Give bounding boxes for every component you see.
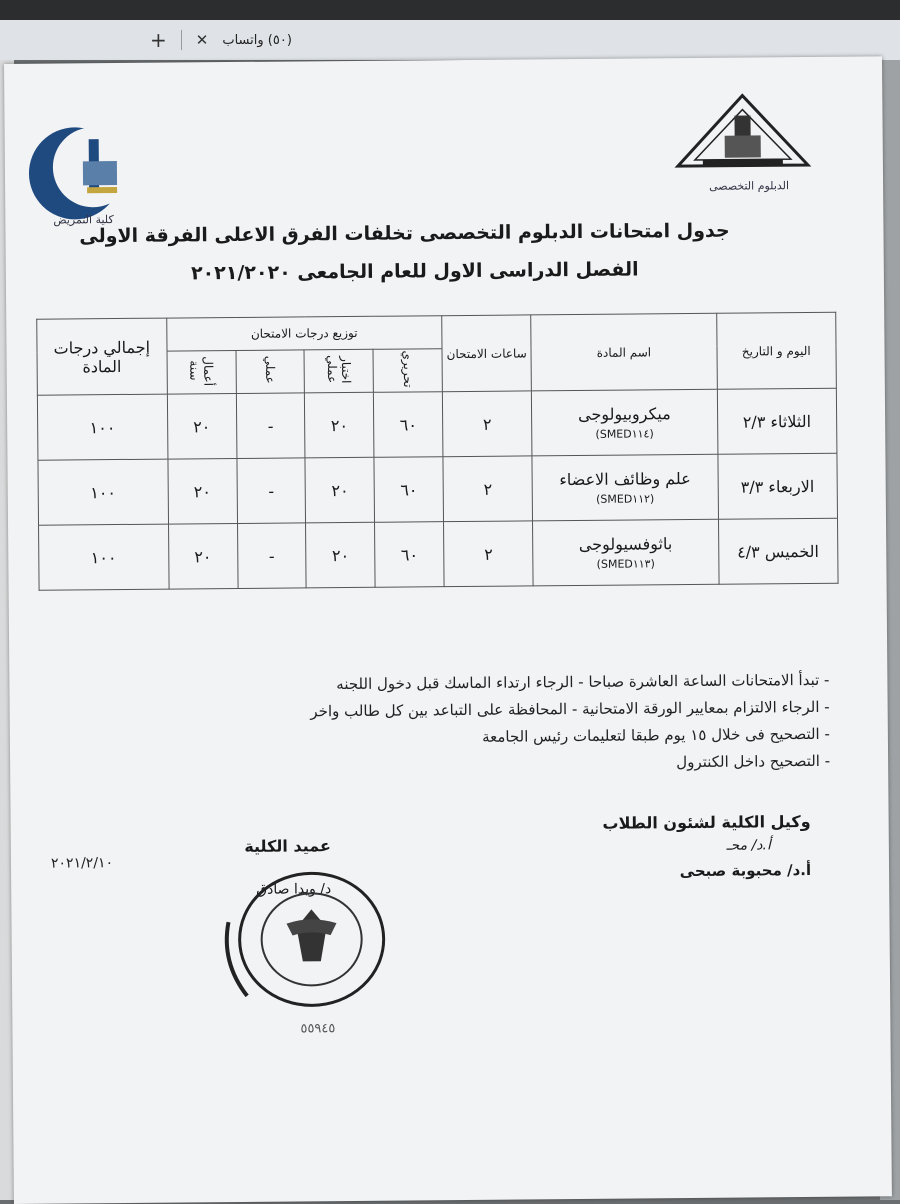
tab-title[interactable]: (٥٠) واتساب <box>222 32 292 48</box>
cell-practical-exam: ٢٠ <box>305 457 374 523</box>
cell-subject <box>532 389 718 456</box>
header-practical-exam: اختبار عملي <box>324 355 354 384</box>
header-total: إجمالي درجات المادة <box>37 318 167 395</box>
note-item: - تبدأ الامتحانات الساعة العاشرة صباحا - الرجاء ارتداء الماسك قبل دخول اللجنه <box>336 670 830 694</box>
subject-code: (SMED١١٣) <box>596 557 655 571</box>
header-hours: ساعات الامتحان <box>442 315 532 392</box>
cell-practical-exam: ٢٠ <box>306 522 375 588</box>
tab-divider <box>181 30 182 50</box>
vice-dean-signature-block <box>571 812 812 881</box>
cell-written: ٦٠ <box>374 457 443 523</box>
subject-name: ميكروبيولوجى <box>577 404 671 425</box>
cell-hours: ٢ <box>444 521 534 587</box>
serial-number: ٥٥٩٤٥ <box>300 1021 336 1037</box>
subject-name: باثوفسيولوجى <box>578 534 673 555</box>
subject-code: (SMED١١٢) <box>596 492 655 506</box>
cell-practical-exam: ٢٠ <box>305 392 374 458</box>
subject-name: علم وظائف الاعضاء <box>559 469 691 490</box>
semester-subtitle: الفصل الدراسى الاول للعام الجامعى ٢٠٢١/٢٠٢٠ <box>190 258 639 285</box>
cell-day: الاربعاء ٣/٣ <box>717 453 837 519</box>
header-practical: عملي <box>262 356 278 385</box>
cell-subject <box>533 519 719 586</box>
right-logo-caption: الدبلوم التخصصى <box>709 179 790 193</box>
exam-schedule-paper <box>4 56 892 1204</box>
table-row <box>38 453 838 525</box>
cell-written: ٦٠ <box>374 392 443 458</box>
signature-date: ٢٠٢١/٢/١٠ <box>50 855 114 872</box>
header-year-work: أعمال سنة <box>187 355 216 386</box>
cell-year-work: ٢٠ <box>168 459 237 525</box>
header-subject: اسم المادة <box>531 313 717 391</box>
cell-total: ١٠٠ <box>38 459 168 525</box>
cell-day: الخميس ٤/٣ <box>718 518 838 584</box>
cell-total: ١٠٠ <box>39 524 169 590</box>
vice-dean-name: أ.د/ محبوبة صبحى <box>679 860 812 881</box>
table-header-row <box>37 312 836 352</box>
plus-icon[interactable]: + <box>150 28 167 52</box>
header-day-date: اليوم و التاريخ <box>716 312 836 389</box>
cell-practical: - <box>236 393 305 459</box>
subject-code: (SMED١١٤) <box>595 427 654 441</box>
cell-total: ١٠٠ <box>37 394 167 460</box>
browser-tab[interactable] <box>150 26 292 54</box>
dean-role: عميد الكلية <box>244 836 331 856</box>
cell-practical: - <box>236 458 305 524</box>
note-item: - الرجاء الالتزام بمعايير الورقة الامتحانية - المحافظة على التباعد بين كل طالب واخر <box>310 697 830 721</box>
cell-subject <box>532 454 718 521</box>
cell-hours: ٢ <box>443 456 533 522</box>
vice-dean-signature: أ.د/ محـ <box>726 837 771 854</box>
schedule-title: جدول امتحانات الدبلوم التخصصى تخلفات الفرق الاعلى الفرقة الاولى <box>79 219 730 248</box>
cell-year-work: ٢٠ <box>168 524 237 590</box>
cell-practical: - <box>237 523 306 589</box>
header-written: تحريري <box>400 350 415 388</box>
cell-year-work: ٢٠ <box>167 394 236 460</box>
header-distribution: توزيع درجات الامتحان <box>166 316 442 351</box>
browser-tab-bar <box>0 20 900 60</box>
exam-table <box>36 312 838 591</box>
cell-written: ٦٠ <box>375 522 444 588</box>
cell-day: الثلاثاء ٢/٣ <box>717 388 837 454</box>
cell-hours: ٢ <box>442 391 532 457</box>
university-logo-icon <box>672 87 813 228</box>
note-item: - التصحيح فى خلال ١٥ يوم طبقا لتعليمات رئيس الجامعة <box>481 724 830 746</box>
table-row <box>37 388 837 460</box>
close-icon[interactable]: ✕ <box>195 31 209 49</box>
device-status-bar <box>0 0 900 20</box>
faculty-seal-stamp-icon <box>216 861 397 1013</box>
note-item: - التصحيح داخل الكنترول <box>676 751 831 772</box>
table-row <box>39 518 839 590</box>
dean-name: د/ ويدا صادق <box>256 881 332 898</box>
left-logo-caption: كلية التمريض <box>53 213 114 227</box>
vice-dean-role: وكيل الكلية لشئون الطلاب <box>602 811 811 833</box>
exam-notes <box>149 667 830 781</box>
